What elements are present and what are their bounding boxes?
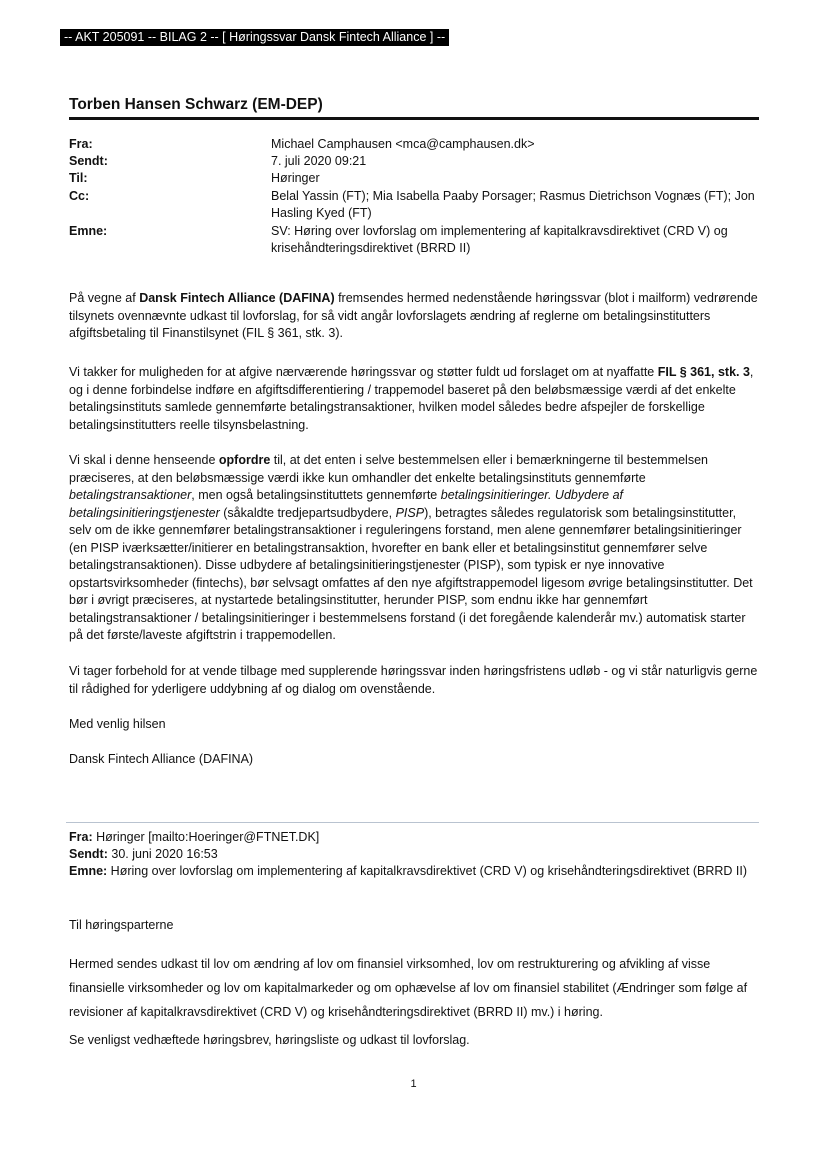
forwarded-sent-line: Sendt: 30. juni 2020 16:53 bbox=[69, 847, 218, 861]
forwarded-from-value: Høringer [mailto:Hoeringer@FTNET.DK] bbox=[92, 830, 320, 844]
body-paragraph-4: Vi tager forbehold for at vende tilbage med supplerende høringssvar inden høringsfristens udløb - og vi står naturligvis gerne til rådighed for yderligere uddybning af og dialog om ovenstående. bbox=[69, 664, 758, 696]
to-value: Høringer bbox=[271, 171, 320, 185]
header-divider bbox=[69, 117, 759, 120]
forwarded-subject-line: Emne: Høring over lovforslag om implementering af kapitalkravsdirektivet (CRD V) og krisehåndteringsdirektivet (BRRD II) bbox=[69, 864, 748, 878]
closing-greeting: Med venlig hilsen bbox=[69, 717, 166, 731]
forwarded-paragraph-2: Se venligst vedhæftede høringsbrev, høringsliste og udkast til lovforslag. bbox=[69, 1033, 470, 1047]
forwarded-paragraph-1: Hermed sendes udkast til lov om ændring af lov om finansiel virksomhed, lov om restrukturering og afvikling af visse finansielle virksomheder og lov om kapitalmarkeder og om ophævelse af lov om finansiel stabilitet (Ændringer som følge af revisioner af kapitalkravsdirektivet (CRD V) og krisehåndteringsdirektivet (BRRD II) mv.) i høring. bbox=[69, 957, 748, 1019]
sent-label: Sendt: bbox=[69, 154, 108, 168]
to-label: Til: bbox=[69, 171, 88, 185]
subject-label: Emne: bbox=[69, 224, 108, 238]
from-value: Michael Camphausen <mca@camphausen.dk> bbox=[271, 137, 535, 151]
body-paragraph-3: Vi skal i denne henseende opfordre til, at det enten i selve bestemmelsen eller i bemærkningerne til bestemmelsen præciseres, at den beløbsmæssige værdi ikke kun omhandler det enkelte betalingsinstituts gennemførte betalingstransaktioner, men også betalingsinstituttets gennemførte betalingsinitieringer. Udbydere af betalingsinitieringstjenester (såkaldte tredjepartsudbydere, PISP), betragtes således regulatorisk som betalingsinstitutter, selv om de ikke gennemfører betalingstransaktioner i reguleringens forstand, men alene gennemfører betalingsinitieringer (en PISP iværksætter/initierer en betalingstransaktion, hvorefter en bank eller et betalingsinstitut gennemfører selve betalingstransaktionen). Disse udbydere af betalingsinitieringstjenester (PISP), som typisk er nye innovative opstartsvirksomheder (fintechs), bør selvsagt omfattes af den nye afgiftstrappemodel ligesom øvrige betalingsinstitutter. Det bør i øvrigt præciseres, at nystartede betalingsinstitutter, herunder PISP, som endnu ikke har gennemført betalingstransaktioner / betalingsinitieringer i bestemmelsens forstand (i det foregående kalenderår mv.) automatisk starter på det første/laveste afgiftstrin i trappemodellen. bbox=[69, 453, 753, 642]
page-number: 1 bbox=[410, 1078, 417, 1090]
forwarded-salutation: Til høringsparterne bbox=[69, 918, 174, 932]
sent-value: 7. juli 2020 09:21 bbox=[271, 154, 367, 168]
forwarded-from-line: Fra: Høringer [mailto:Hoeringer@FTNET.DK] bbox=[69, 830, 320, 844]
subject-value: SV: Høring over lovforslag om implementering af kapitalkravsdirektivet (CRD V) og krisehåndteringsdirektivet (BRRD II) bbox=[271, 224, 728, 255]
forwarded-subject-value: Høring over lovforslag om implementering af kapitalkravsdirektivet (CRD V) og krisehåndteringsdirektivet (BRRD II) bbox=[107, 864, 748, 878]
signature: Dansk Fintech Alliance (DAFINA) bbox=[69, 752, 254, 766]
cc-label: Cc: bbox=[69, 189, 90, 203]
cc-value: Belal Yassin (FT); Mia Isabella Paaby Porsager; Rasmus Dietrichson Vognæs (FT); Jon Hasling Kyed (FT) bbox=[271, 189, 755, 220]
forwarded-sent-value: 30. juni 2020 16:53 bbox=[107, 847, 218, 861]
document-stamp-banner: -- AKT 205091 -- BILAG 2 -- [ Høringssvar Dansk Fintech Alliance ] -- bbox=[60, 29, 449, 46]
body-paragraph-1: På vegne af Dansk Fintech Alliance (DAFINA) fremsendes hermed nedenstående høringssvar (blot i mailform) vedrørende tilsynets ovennævnte udkast til lovforslag, for så vidt angår lovforslagets ændring af reglerne om betalingsinstitutters afgiftsbetaling til Finanstilsynet (FIL § 361, stk. 3). bbox=[69, 291, 758, 340]
body-paragraph-2: Vi takker for muligheden for at afgive nærværende høringssvar og støtter fuldt ud forslaget om at nyaffatte FIL § 361, stk. 3, og i denne forbindelse indføre en afgiftsdifferentiering / trappemodel baseret på den beløbsmæssige værdi af det enkelte betalingsinstituts samlede gennemførte betalingstransaktioner, hvilken model således bedre afspejler de forskellige betalingsinstitutters reelle tilsynsbelastning. bbox=[69, 365, 754, 432]
from-label: Fra: bbox=[69, 137, 93, 151]
mailbox-owner-name: Torben Hansen Schwarz (EM-DEP) bbox=[69, 96, 323, 113]
forwarded-divider bbox=[66, 822, 759, 823]
